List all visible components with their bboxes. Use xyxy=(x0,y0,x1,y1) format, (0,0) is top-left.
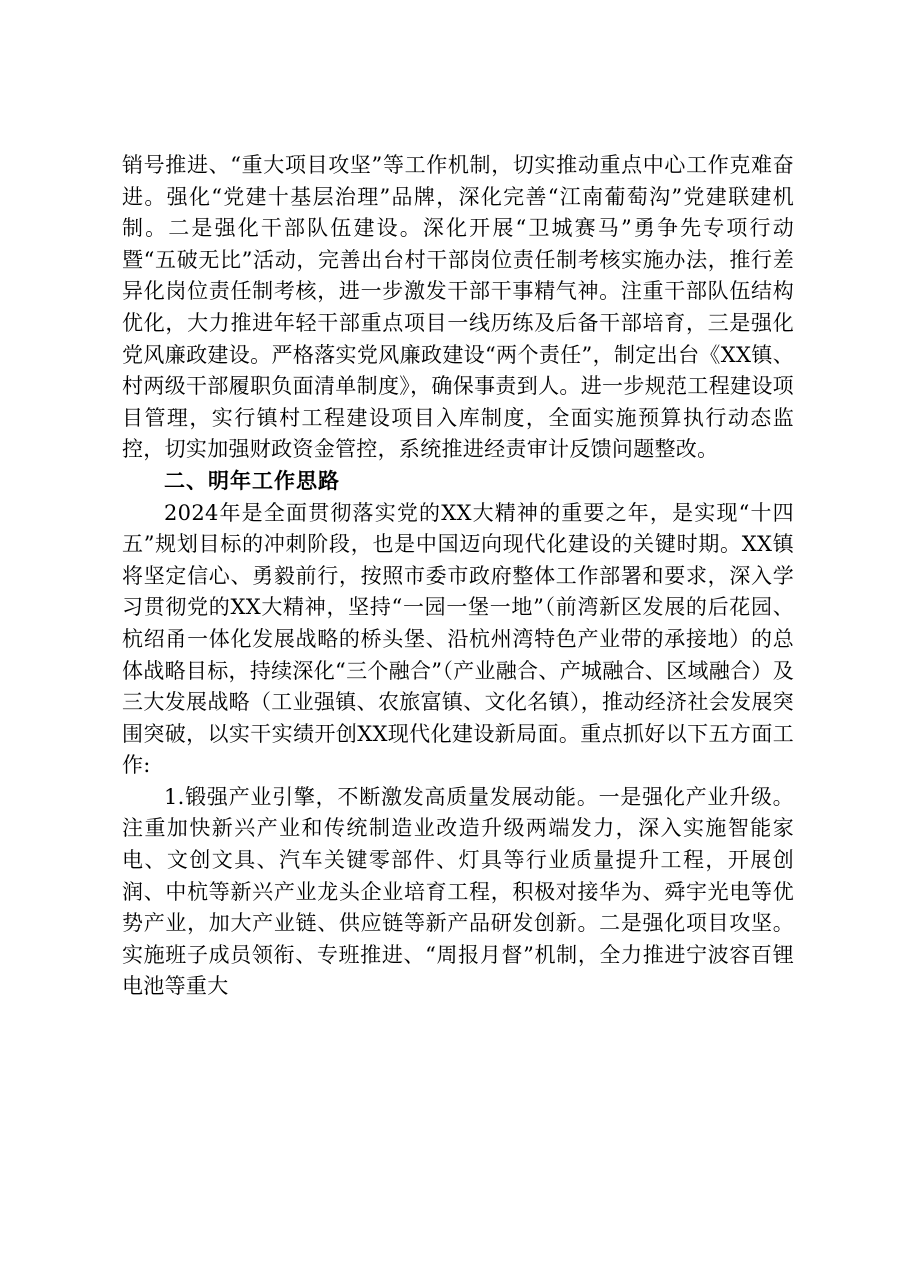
paragraph-work-plan-intro: 2024年是全面贯彻落实党的XX大精神的重要之年，是实现“十四五”规划目标的冲刺阶段，也是中国迈向现代化建设的关键时期。XX镇将坚定信心、勇毅前行，按照市委市政府整体工作部署和要求，深入学习贯彻党的XX大精神，坚持“一园一堡一地”（前湾新区发展的后花园、杭绍甬一体化发展战略的桥头堡、沿杭州湾特色产业带的承接地）的总体战略目标，持续深化“三个融合”（产业融合、产城融合、区域融合）及三大发展战略（工业强镇、农旅富镇、文化名镇），推动经济社会发展突围突破，以实干实绩开创XX现代化建设新局面。重点抓好以下五方面工作: xyxy=(122,500,794,778)
document-body xyxy=(122,150,794,1003)
paragraph-industry-engine: 1.锻强产业引擎，不断激发高质量发展动能。一是强化产业升级。注重加快新兴产业和传统制造业改造升级两端发力，深入实施智能家电、文创文具、汽车关键零部件、灯具等行业质量提升工程，开展创润、中杭等新兴产业龙头企业培育工程，积极对接华为、舜宇光电等优势产业，加大产业链、供应链等新产品研发创新。二是强化项目攻坚。实施班子成员领衔、专班推进、“周报月督”机制，全力推进宁波容百锂电池等重大 xyxy=(122,784,794,999)
section-heading: 二、明年工作思路 xyxy=(164,468,340,493)
paragraph-continuation: 销号推进、“重大项目攻坚”等工作机制，切实推动重点中心工作克难奋进。强化“党建十基层治理”品牌，深化完善“江南葡萄沟”党建联建机制。二是强化干部队伍建设。深化开展“卫城赛马”勇争先专项行动暨“五破无比”活动，完善出台村干部岗位责任制考核实施办法，推行差异化岗位责任制考核，进一步激发干部干事精气神。注重干部队伍结构优化，大力推进年轻干部重点项目一线历练及后备干部培育，三是强化党风廉政建设。严格落实党风廉政建设“两个责任”，制定出台《XX镇、村两级干部履职负面清单制度》，确保事责到人。进一步规范工程建设项目管理，实行镇村工程建设项目入库制度，全面实施预算执行动态监控，切实加强财政资金管控，系统推进经责审计反馈问题整改。 xyxy=(122,153,794,462)
